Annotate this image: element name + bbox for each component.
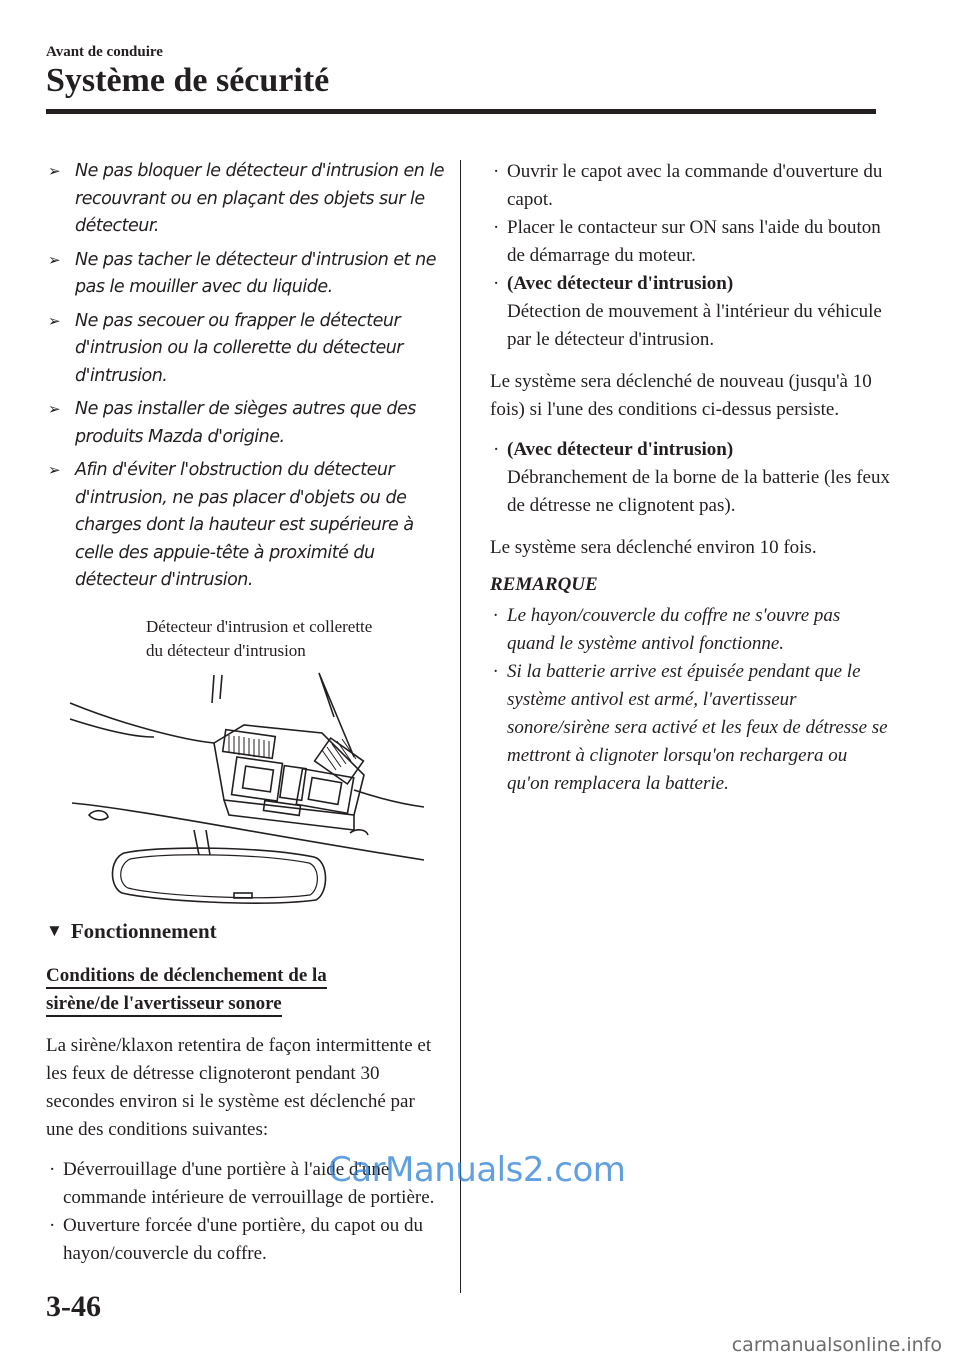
bullet-icon: · [493, 161, 500, 182]
intro-paragraph: La sirène/klaxon retentira de façon intermittente et les feux de détresse clignoteront pendant 30 secondes environ si le système est déclenché par une des conditions suivantes: [46, 1034, 432, 1140]
triangle-marker-icon: ▼ [46, 921, 63, 940]
warning-item: ➢ Ne pas installer de sièges autres que des produits Mazda d'origine. [46, 396, 446, 451]
page-number: 3-46 [46, 1290, 101, 1323]
repeat-paragraph: Le système sera déclenché de nouveau (jusqu'à 10 fois) si l'une des conditions ci-dessus persiste. [490, 371, 872, 420]
header-rule [46, 109, 876, 114]
note-item: · Le hayon/couvercle du coffre ne s'ouvre pas quand le système antivol fonctionne. [490, 602, 890, 658]
arrow-icon: ➢ [48, 311, 61, 330]
battery-list [490, 436, 890, 520]
section-heading: ▼ Fonctionnement [46, 918, 217, 943]
bullet-icon: · [493, 217, 500, 238]
bullet-icon: · [493, 605, 498, 626]
ten-times-paragraph: Le système sera déclenché environ 10 fois. [490, 537, 817, 558]
bullet-icon: · [49, 1158, 56, 1180]
arrow-icon: ➢ [48, 250, 61, 269]
list-item: · Ouverture forcée d'une portière, du capot ou du hayon/couvercle du coffre. [46, 1212, 446, 1268]
footer-site-label: carmanualsonline.info [731, 1334, 942, 1356]
warning-list [46, 158, 446, 595]
section-label: Avant de conduire [46, 44, 163, 60]
right-column [490, 158, 890, 798]
note-heading: REMARQUE [490, 574, 598, 595]
warning-item: ➢ Ne pas tacher le détecteur d'intrusion et ne pas le mouiller avec du liquide. [46, 247, 446, 302]
list-item: · Placer le contacteur sur ON sans l'aide du bouton de démarrage du moteur. [490, 214, 890, 270]
figure-caption: Détecteur d'intrusion et collerette du détecteur d'intrusion [146, 616, 373, 660]
arrow-icon: ➢ [48, 400, 61, 418]
watermark: CarManuals2.com [328, 1150, 626, 1190]
intrusion-sensor-figure [46, 605, 436, 905]
subsection-heading: Conditions de déclenchement de la sirène/de l'avertisseur sonore [46, 962, 446, 1018]
overhead-console-illustration [64, 625, 434, 905]
bullet-icon: · [493, 661, 498, 682]
condition-list-continued [490, 158, 890, 354]
note-list [490, 602, 890, 798]
arrow-icon: ➢ [48, 162, 61, 180]
arrow-icon: ➢ [48, 461, 61, 479]
list-item: · Déverrouillage d'une portière à l'aide d'une commande intérieure de verrouillage de portière. [46, 1156, 446, 1212]
warning-item: ➢ Ne pas secouer ou frapper le détecteur d'intrusion ou la collerette du détecteur d'intrusion. [46, 308, 446, 391]
warning-item: ➢ Afin d'éviter l'obstruction du détecteur d'intrusion, ne pas placer d'objets ou de charges dont la hauteur est supérieure à celle des appuie-tête à proximité du détecteur d'intrusion. [46, 457, 446, 595]
bullet-icon: · [493, 439, 500, 460]
list-item: · Ouvrir le capot avec la commande d'ouverture du capot. [490, 158, 890, 214]
warning-item: ➢ Ne pas bloquer le détecteur d'intrusion en le recouvrant ou en plaçant des objets sur le détecteur. [46, 158, 446, 241]
bullet-icon: · [493, 273, 500, 294]
note-item: · Si la batterie arrive est épuisée pendant que le système antivol est armé, l'avertisseur sonore/sirène sera activé et les feux de détresse se mettront à clignoter lorsqu'on rechargera ou qu'on remplacera la batterie. [490, 658, 890, 798]
list-item: · (Avec détecteur d'intrusion) Débranchement de la borne de la batterie (les feux de détresse ne clignotent pas). [490, 436, 890, 520]
bullet-icon: · [49, 1214, 56, 1236]
left-column [46, 158, 446, 1268]
list-item: · (Avec détecteur d'intrusion) Détection de mouvement à l'intérieur du véhicule par le détecteur d'intrusion. [490, 270, 890, 354]
page-title: Système de sécurité [46, 62, 330, 99]
column-divider [460, 160, 461, 1293]
